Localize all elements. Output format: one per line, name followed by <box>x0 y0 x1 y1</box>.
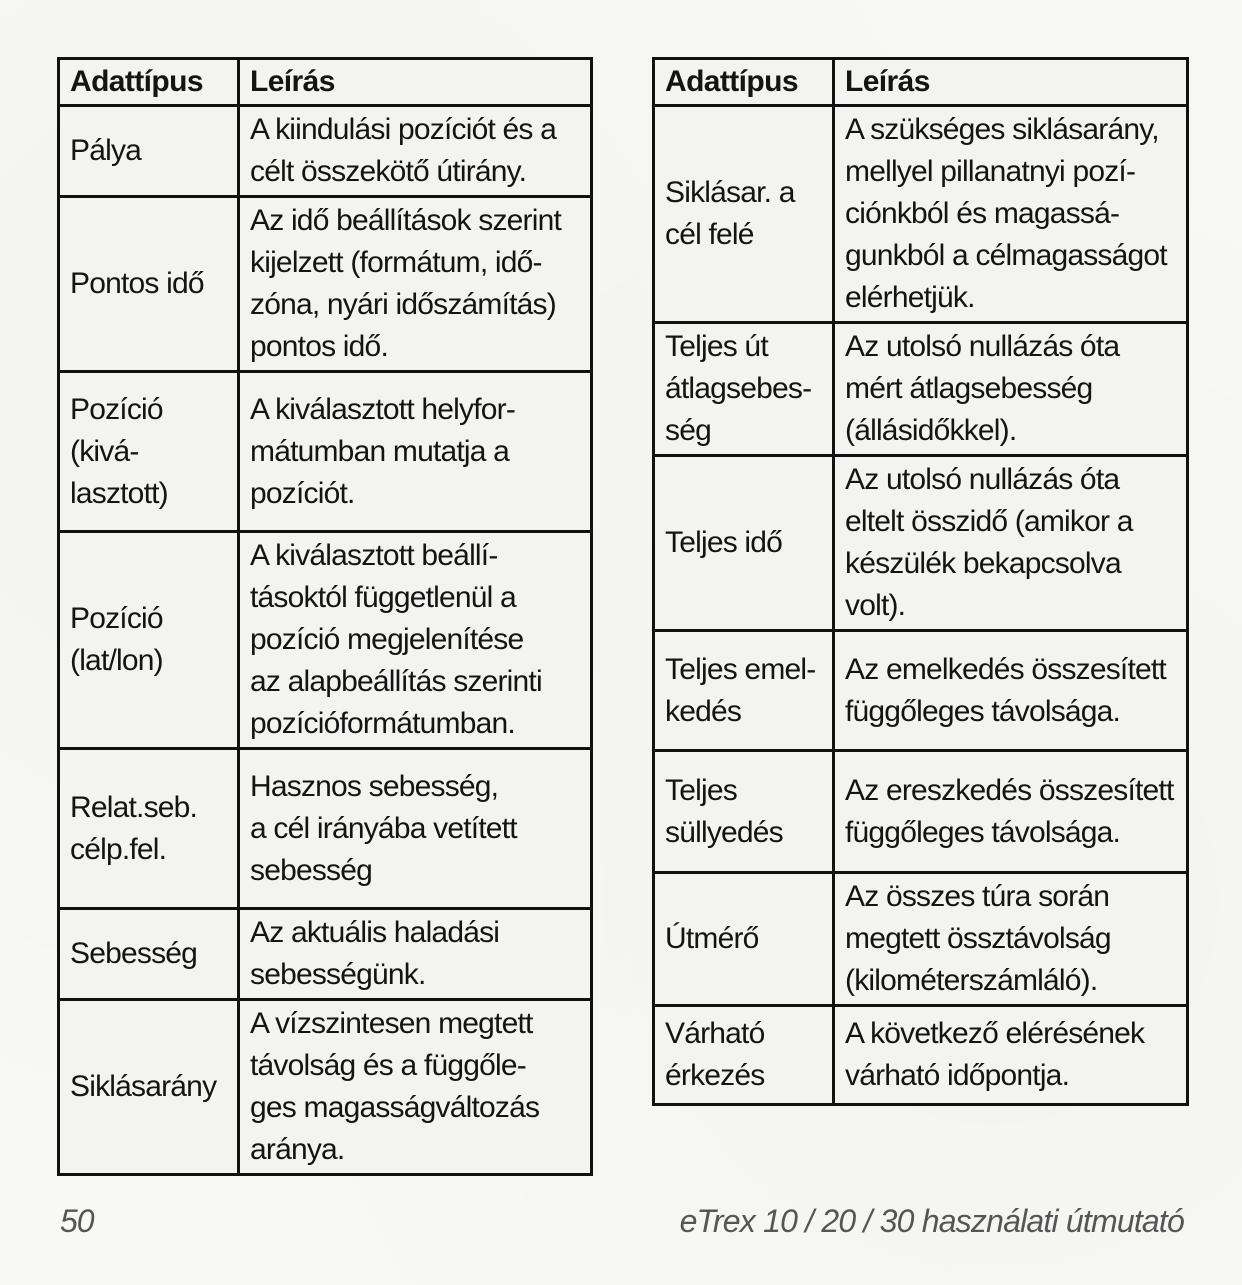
description-text: Az aktuális haladási <box>250 916 500 949</box>
table-row <box>654 456 1188 631</box>
description-text: (kilométerszámláló). <box>845 964 1098 997</box>
type-text: süllyedés <box>665 815 783 849</box>
page-number: 50 <box>60 1203 94 1239</box>
type-text: célp.fel. <box>70 832 167 866</box>
column-header-type: Adattípus <box>59 59 239 106</box>
description-text: távolság és a függőle- <box>250 1049 526 1082</box>
type-text: Pozíció <box>70 392 163 426</box>
description-text: zóna, nyári időszámítás) <box>250 288 556 321</box>
description-text: a cél irányába vetített <box>250 811 517 845</box>
description-text: eltelt összidő (amikor a <box>845 505 1133 538</box>
description-cell <box>239 197 592 372</box>
table-row <box>654 873 1188 1006</box>
type-text: ség <box>665 414 711 447</box>
description-text: függőleges távolsága. <box>845 815 1121 849</box>
type-cell <box>654 106 834 323</box>
type-text: Várható <box>665 1017 765 1050</box>
description-text: az alapbeállítás szerinti <box>250 665 542 698</box>
type-text: kedés <box>665 694 742 728</box>
description-text: Az utolsó nullázás óta <box>845 330 1120 363</box>
description-text: pontos idő. <box>250 330 388 363</box>
type-text: átlagsebes- <box>665 372 812 405</box>
description-text: A kiindulási pozíciót és a <box>250 113 557 146</box>
description-cell <box>834 456 1188 631</box>
description-text: megtett össztávolság <box>845 922 1111 955</box>
description-text: mért átlagsebesség <box>845 372 1093 405</box>
description-text: A következő elérésének <box>845 1017 1145 1050</box>
description-cell <box>239 532 592 749</box>
type-cell <box>59 909 239 1000</box>
table-row <box>654 106 1188 323</box>
type-text: Relat.seb. <box>70 790 198 824</box>
type-text: Siklásarány <box>70 1070 217 1103</box>
table-row <box>654 323 1188 456</box>
type-text: érkezés <box>665 1059 765 1092</box>
type-cell <box>654 751 834 873</box>
description-text: (állásidőkkel). <box>845 414 1017 447</box>
type-cell <box>59 197 239 372</box>
type-text: Teljes út <box>665 330 768 363</box>
type-cell <box>59 372 239 532</box>
description-text: kijelzett (formátum, idő- <box>250 246 542 279</box>
description-text: elérhetjük. <box>845 281 975 314</box>
description-text: A kiválasztott helyfor- <box>250 392 516 426</box>
description-cell <box>834 323 1188 456</box>
type-text: Teljes idő <box>665 526 783 559</box>
description-cell <box>239 372 592 532</box>
type-cell <box>59 1000 239 1175</box>
description-text: Hasznos sebesség, <box>250 769 499 803</box>
description-text: várható időpontja. <box>845 1059 1070 1092</box>
table-row <box>654 751 1188 873</box>
description-text: sebesség <box>250 853 373 887</box>
table-row <box>654 1006 1188 1105</box>
description-text: Az utolsó nullázás óta <box>845 463 1120 496</box>
description-text: ciónkból és magassá- <box>845 197 1120 230</box>
type-text: Teljes emel- <box>665 652 816 686</box>
type-text: Pontos idő <box>70 267 204 300</box>
column-header-description: Leírás <box>239 59 592 106</box>
type-cell <box>654 873 834 1006</box>
description-text: tásoktól függetlenül a <box>250 581 516 614</box>
type-text: Sebesség <box>70 937 198 970</box>
description-text: készülék bekapcsolva <box>845 547 1121 580</box>
type-cell <box>654 631 834 751</box>
type-text: Siklásar. a <box>665 176 795 209</box>
type-cell <box>59 749 239 909</box>
type-text: (kivá- <box>70 434 139 468</box>
description-text: pozíciót. <box>250 476 355 510</box>
type-cell <box>654 323 834 456</box>
table-row <box>59 372 592 532</box>
type-text: cél felé <box>665 218 754 251</box>
type-cell <box>59 532 239 749</box>
description-text: Az ereszkedés összesített <box>845 773 1174 807</box>
type-text: Teljes <box>665 773 737 807</box>
column-header-type: Adattípus <box>654 59 834 106</box>
description-text: célt összekötő útirány. <box>250 155 527 188</box>
description-text: volt). <box>845 589 906 622</box>
description-cell <box>239 1000 592 1175</box>
type-text: Útmérő <box>665 922 759 955</box>
description-text: A vízszintesen megtett <box>250 1007 533 1040</box>
description-text: A kiválasztott beállí- <box>250 539 498 572</box>
data-field-table-right <box>652 57 1189 1106</box>
type-text: Pozíció <box>70 602 163 635</box>
table-row <box>59 197 592 372</box>
description-text: mellyel pillanatnyi pozí- <box>845 155 1136 188</box>
description-text: Az idő beállítások szerint <box>250 204 562 237</box>
description-text: pozíció megjelenítése <box>250 623 524 656</box>
description-cell <box>239 909 592 1000</box>
description-text: pozícióformátumban. <box>250 707 515 740</box>
type-text: lasztott) <box>70 476 168 510</box>
table-header-row <box>654 59 1188 106</box>
description-cell <box>834 106 1188 323</box>
table-row <box>59 1000 592 1175</box>
description-text: A szükséges siklásarány, <box>845 113 1159 146</box>
description-cell <box>834 631 1188 751</box>
type-cell <box>654 456 834 631</box>
description-text: Az emelkedés összesített <box>845 652 1166 686</box>
description-text: ges magasságváltozás <box>250 1091 540 1124</box>
table-row <box>59 909 592 1000</box>
data-field-table-left <box>57 57 593 1176</box>
description-cell <box>834 873 1188 1006</box>
description-text: gunkból a célmagasságot <box>845 239 1167 272</box>
table-row <box>59 749 592 909</box>
table-row <box>59 106 592 197</box>
table-row <box>59 532 592 749</box>
table-header-row <box>59 59 592 106</box>
table-row <box>654 631 1188 751</box>
manual-title: eTrex 10 / 20 / 30 használati útmutató <box>679 1203 1184 1239</box>
description-cell <box>834 1006 1188 1105</box>
description-cell <box>834 751 1188 873</box>
description-cell <box>239 106 592 197</box>
type-text: (lat/lon) <box>70 644 163 677</box>
description-text: Az összes túra során <box>845 880 1110 913</box>
column-header-description: Leírás <box>834 59 1188 106</box>
description-text: aránya. <box>250 1133 345 1166</box>
description-cell <box>239 749 592 909</box>
type-text: Pálya <box>70 134 142 167</box>
description-text: függőleges távolsága. <box>845 694 1121 728</box>
description-text: mátumban mutatja a <box>250 434 510 468</box>
type-cell <box>654 1006 834 1105</box>
type-cell <box>59 106 239 197</box>
description-text: sebességünk. <box>250 958 426 991</box>
